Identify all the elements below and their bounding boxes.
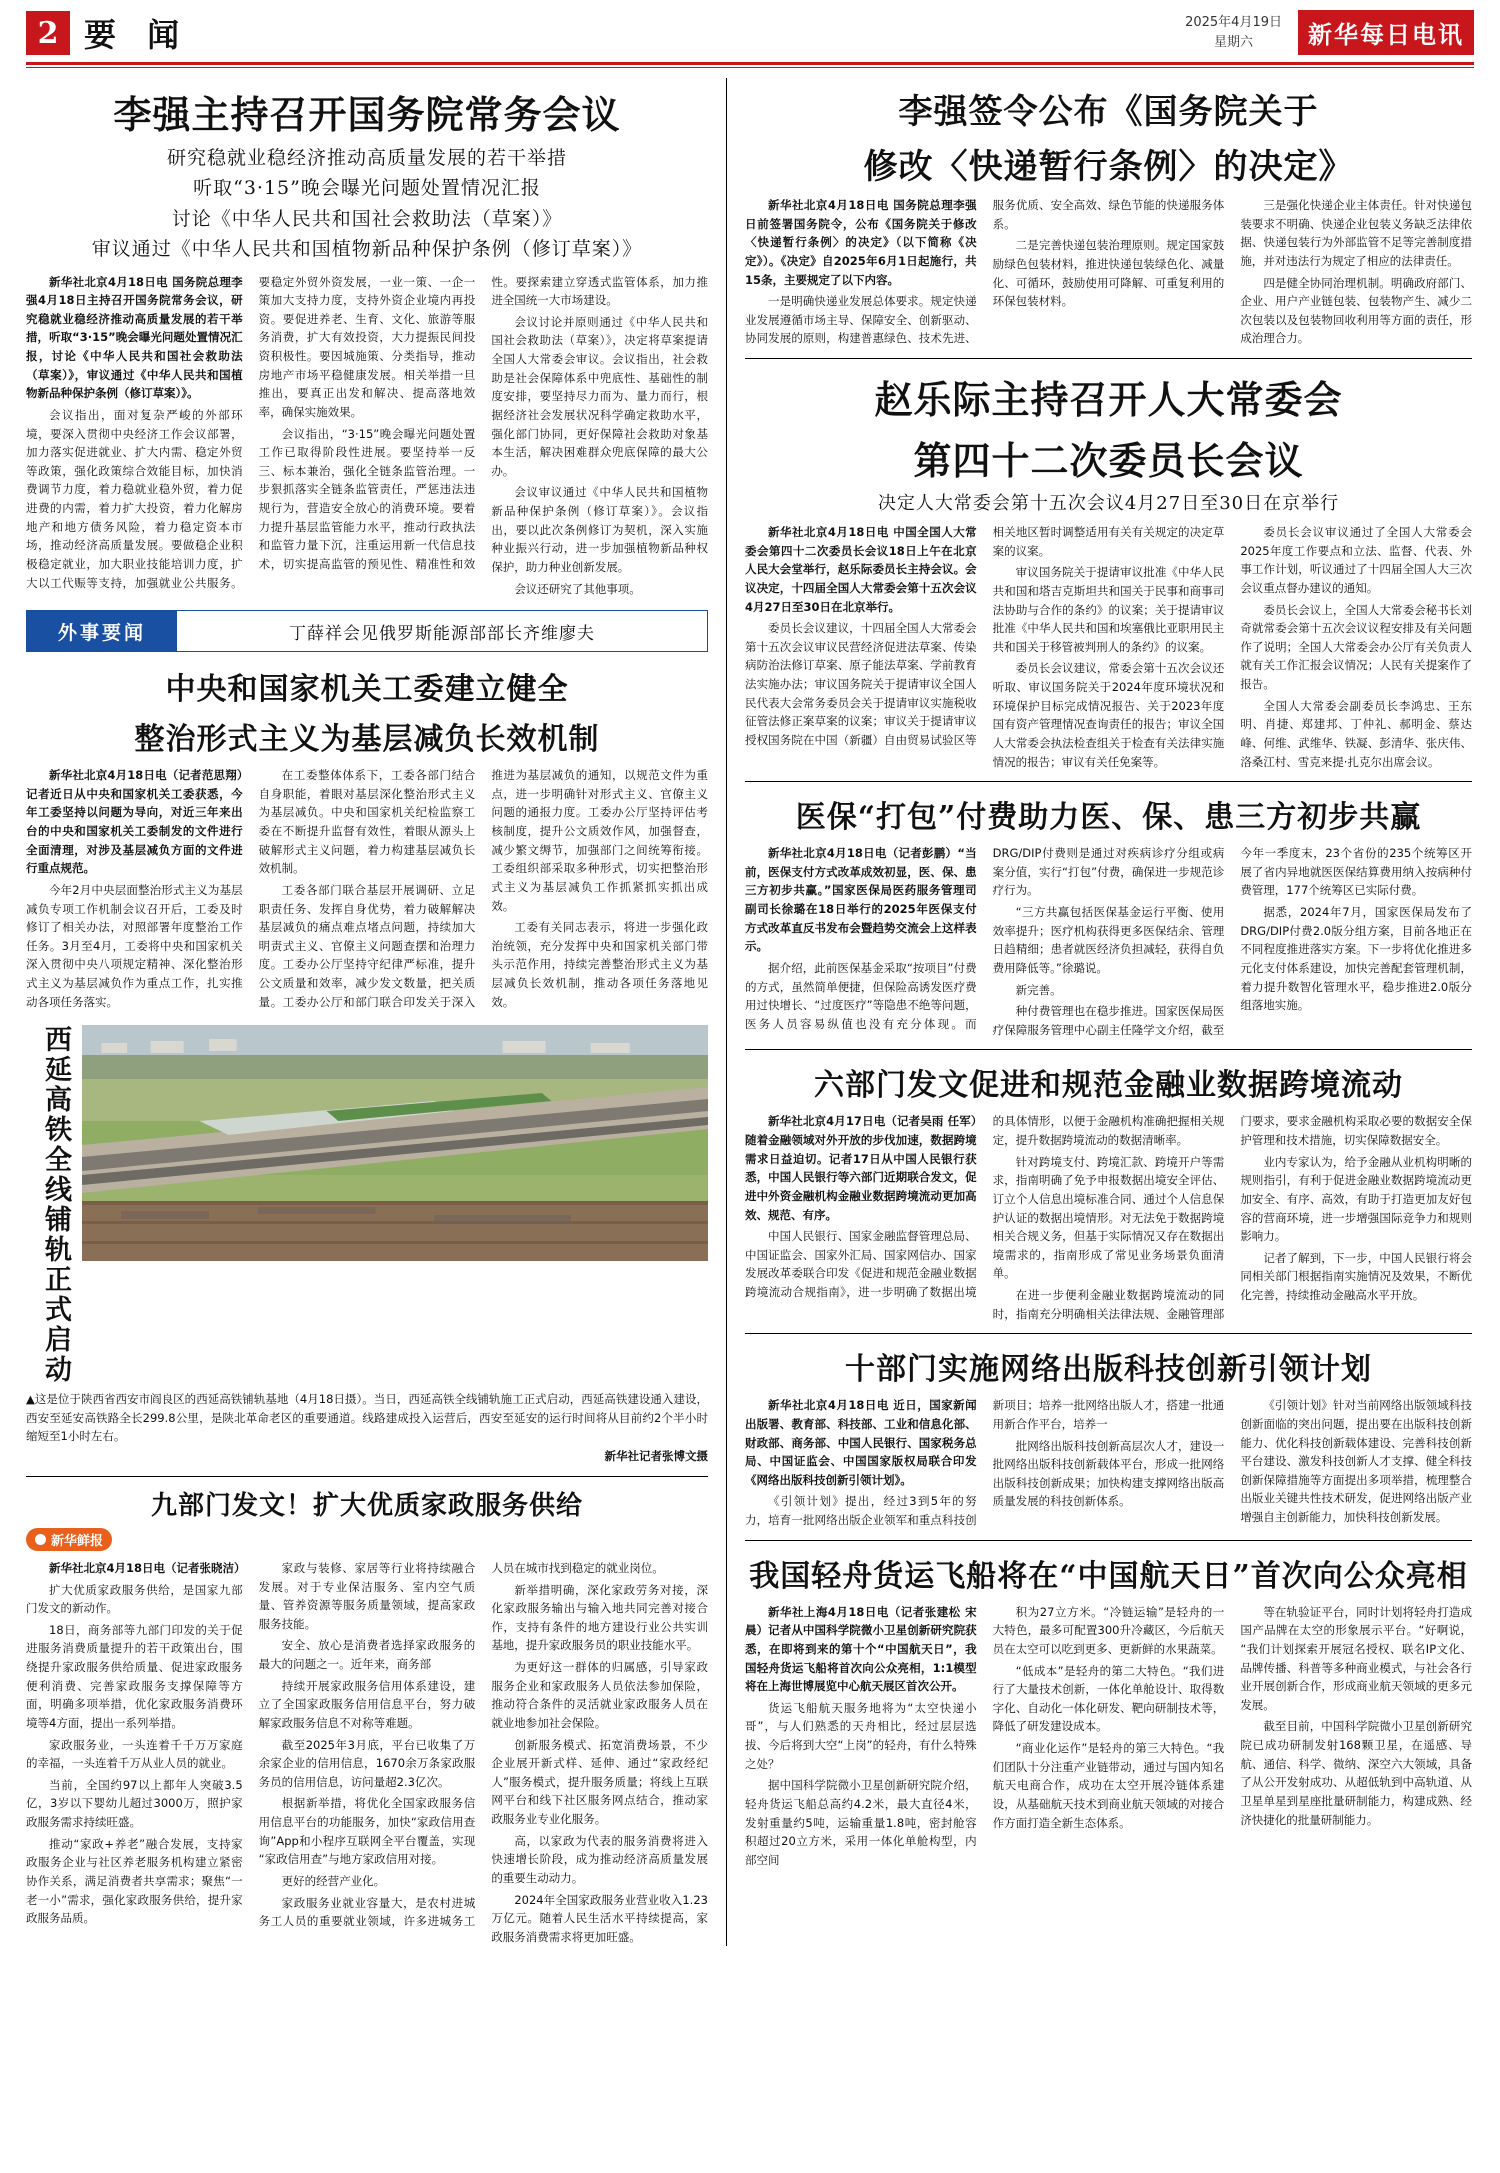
r-article6-body [745,1603,1472,1870]
paragraph: 工委有关同志表示，将进一步强化政治统领，充分发挥中央和国家机关部门带头示范作用，持续完善整治形式主义为基层减负长效机制，推动各项任务落地见效。 [491,920,708,1009]
paragraph: 委员长会议上，全国人大常委会秘书长刘奇就常委会第十五次会议议程安排及有关问题作了说明；全国人大常委会办公厅有关负责人就有关工作汇报会议情况；人民有关提案作了报告。 [1240,602,1472,691]
paragraph: 扩大优质家政服务供给，是国家九部门发文的新动作。 [26,1582,243,1616]
paragraph: 新华社上海4月18日电（记者张建松 宋晨）记者从中国科学院微小卫星创新研究院获悉，在即将到来的第十个“中国航天日”，我国轻舟货运飞船将首次向公众亮相，1:1模型将在上海世博展览中心航天展区首次公开。 [745,1604,977,1694]
paragraph: 三是强化快递企业主体责任。针对快递包装要求不明确、快递企业包装义务缺乏法律依据、快递包装行为外部监管不足等完善制度措施，并对违法行为规定了相应的法律责任。 [1240,198,1472,268]
paragraph: 针对跨境支付、跨境汇款、跨境开户等需求，指南明确了免予申报数据出境安全评估、订立个人信息出境标准合同、通过个人信息保护认证的数据出境情形。对无法免于数据跨境相关合规义务，但基于实际情况又存在数据出境需求的，指南形成了常见业务场景负面清单。 [992,1154,1225,1281]
paragraph: 截至2025年3月底，平台已收集了万余家企业的信用信息，1670余万条家政服务员的信用信息，访问量超2.3亿次。 [258,1737,476,1789]
date-text: 2025年4月19日 [1185,15,1282,30]
paragraph: 家政服务业，一头连着千千万万家庭的幸福，一头连着千万从业人员的就业。 [26,1737,243,1771]
weekday-text: 星期六 [1214,34,1254,50]
paragraph: 记者了解到，下一步，中国人民银行将会同相关部门根据指南实施情况及效果，不断优化完善，持续推动金融高水平开放。 [1240,1250,1472,1302]
article-npc-standing-committee [745,369,1472,771]
r-article4-headline: 六部门发文促进和规范金融业数据跨境流动 [814,1068,1403,1104]
paragraph: 持续开展家政服务信用体系建设，建立了全国家政服务信用信息平台，努力破解家政服务信息不对称等难题。 [258,1678,476,1730]
paragraph: 据介绍，此前医保基金采取“按项目”付费的方式，虽然简单便捷，但保险高诱发医疗费用过快增长、“过度医疗”等隐患不绝等问题，医务人员容易纵值也没有充分体现。而DRG/DIP付费则是通过对疾病诊疗分组或病案分值，实行“打包”付费，确保进一步规范诊疗行为。 [745,846,1225,1031]
article2-headline-line1: 中央和国家机关工委建立健全 [165,672,569,708]
r-article1-headline-line1: 李强签令公布《国务院关于 [898,92,1319,132]
article1-sub1: 研究稳就业稳经济推动高质量发展的若干举措 [166,147,567,169]
paragraph: 当前，全国约97以上都年人突破3.5亿，3岁以下婴幼儿超过3000万，照护家政服务需求持续旺盛。 [26,1777,243,1829]
right-column [726,78,1472,1946]
masthead-date-block [1185,13,1282,52]
paragraph: 高，以家政为代表的服务消费将进入快速增长阶段，成为推动经济高质量发展的重要生动动力。 [491,1833,708,1885]
paragraph: 委员长会议审议通过了全国人大常委会2025年度工作要点和立法、监督、代表、外事工作计划，听议通过了十四届全国人大三次会议重点督办建议的通知。 [1240,525,1472,595]
paragraph: 新完善。 [1015,982,1062,997]
r-article2-headline-line2: 第四十二次委员长会议 [913,438,1304,483]
xinhua-flash-badge [26,1528,112,1551]
article3-body [26,1559,708,1947]
article-online-publishing-plan [745,1344,1472,1529]
r-article2-subheadline: 决定人大常委会第十五次会议4月27日至30日在京举行 [877,493,1340,514]
paragraph: 会议指出，“3·15”晚会曝光问题处置工作已取得阶段性进展。要坚持举一反三、标本兼治，强化全链条监管治理。一步狠抓落实全链条监管责任，严惩违法违规行为，营造安全放心的消费环境。要着力提升基层监管能力水平，推动行政执法和监管力量下沉，注重运用新一代信息技术，切实提高监管的预见性、精准性和效性。要探索建立穿透式监管体系，加力推进全国统一大市场建设。 [258,274,708,571]
divider [745,1540,1472,1541]
paragraph: 新华社北京4月18日电（记者范思翔）记者近日从中央和国家机关工委获悉，今年工委坚持以问题为导向，对近三年来出台的中央和国家机关工委制发的文件进行全面清理，对涉及基层减负方面的文件进行重点规范。 [26,768,243,876]
r-article5-headline: 十部门实施网络出版科技创新引领计划 [845,1352,1372,1388]
masthead-right [1185,10,1474,55]
publication-logo: 新华每日电讯 [1298,10,1474,55]
foreign-affairs-bar [26,610,708,652]
paragraph: 2024年全国家政服务业营业收入1.23万亿元。随着人民生活水平持续提高，家政服务消费需求将更加旺盛。 [491,1892,708,1944]
paragraph: 新华社北京4月18日电 国务院总理李强日前签署国务院令，公布《国务院关于修改〈快递暂行条例〉的决定》（以下简称《决定》）。《决定》自2025年6月1日起施行，共15条，主要规定了以下内容。 [745,198,977,287]
article1-body [26,273,708,599]
paragraph: 委员长会议建议，常委会第十五次会议还听取、审议国务院关于2024年度环境状况和环境保护目标完成情况报告、关于2023年度国有资产管理情况查询责任的报告；审议全国人大常委会执法检查组关于检查有关法律实施情况的报告；审议有关任免案等。 [992,661,1225,769]
r-article2-headline-line1: 赵乐际主持召开人大常委会 [874,377,1343,422]
paragraph: 会议审议通过《中华人民共和国植物新品种保护条例（修订草案）》。会议指出，要以此次条例修订为契机，深入实施种业振兴行动，进一步加强植物新品种权保护，助力种业创新发展。 [491,485,708,574]
masthead-rule-thin [26,67,1474,68]
paragraph: 中国人民银行、国家金融监督管理总局、中国证监会、国家外汇局、国家网信办、国家发展改革委联合印发《促进和规范金融业数据跨境流动合规指南》，进一步明确了数据出境的具体情形，以便于金融机构准确把握相关规定，提升数据跨境流动的数据清晰率。 [745,1114,1225,1299]
article3-headline: 九部门发文！扩大优质家政服务供给 [150,1490,583,1521]
paragraph: 货运飞船航天服务地将为“太空快递小哥”，与人们熟悉的天舟相比，经过层层选拔、今后将到大空“上岗”的轻舟，有什么特殊之处？ [745,1700,977,1771]
paragraph: 《引领计划》针对当前网络出版领域科技创新面临的突出问题，提出要在出版科技创新能力、优化科技创新载体建设、完善科技创新平台建设、激发科技创新人才支撑、健全科技创新保障措施等方面提出多项举措，梳理整合出版业关键共性技术研发，促进网络出版产业增强自主创新能力，加快科技创新发展。 [1240,1398,1472,1524]
foreign-affairs-tag: 外事要闻 [27,611,177,651]
paragraph: 家政与装修、家居等行业将持续融合发展。对于专业保洁服务、室内空气质量、管养资源等服务质量领域，提高家政服务技能。 [258,1560,476,1631]
divider [745,358,1472,359]
article-qingzhou-cargo-spacecraft [745,1551,1472,1870]
article-financial-data-cross-border [745,1060,1472,1323]
page-number: 2 [26,11,70,55]
paragraph: 据中国科学院微小卫星创新研究院介绍，轻舟货运飞船总高约4.2米，最大直径4米，发射重量约5吨，运输重量1.8吨，密封舱容积超过20立方米，采用一体化单舱构型，内部空间 [745,1778,977,1867]
paragraph: 一是明确快递业发展总体要求。规定快递业发展遵循市场主导、保障安全、创新驱动、协同发展的原则，构建普惠绿色、技术先进、服务优质、安全高效、绿色节能的快递服务体系。 [745,198,1225,346]
paragraph: 会议还研究了其他事项。 [514,581,641,596]
paragraph: 种付费管理也在稳步推进。国家医保局医疗保障服务管理中心副主任隆学文介绍，截至今年一季度末，23个省份的235个统筹区开展了省内异地就医医保结算费用纳入按病种付费管理，177个统筹区已实际付费。 [992,846,1472,1037]
paragraph: 会议讨论并原则通过《中华人民共和国社会救助法（草案）》，决定将草案提请全国人大常委会审议。会议指出，社会救助是社会保障体系中兜底性、基础性的制度安排，要坚持尽力而为、量力而行，根据经济社会发展状况科学确定救助水平，强化部门协同，更好保障社会救助对象基本生活，解决困难群众兜底保障的最大公办。 [491,314,708,478]
article2-headline-line2: 整治形式主义为基层减负长效机制 [134,722,600,758]
paragraph: 据悉，2024年7月，国家医保局发布了DRG/DIP付费2.0版分组方案，目前各地正在不同程度推进落实方案。下一步将优化推进多元化支付体系建设，加快完善配套管理机制，着力提升数智化管理水平，稳步推进2.0版分组落地实施。 [1240,905,1472,1013]
paragraph: 工委各部门联合基层开展调研、立足职责任务、发挥自身优势，着力破解解决基层减负的痛点难点堵点问题，持续加大明责式主义、官僚主义问题查摆和治理力度。工委办公厅坚持守纪律严标准，提升公文质量和效率，减少发文数量，把关质量。工委办公厅和部门联合印发关于深入推进为基层减负的通知，以规范文件为重点，进一步明确针对形式主义、官僚主义问题的通报力度。工委办公厅坚持评估考核制度，提升公文质效作风，加强督查，减少繁文缛节，加强部门之间统筹衔接。工委组织部采取多种形式，切实把整治形式主义为基层减负工作抓紧抓实抓出成效。 [258,768,708,1009]
paragraph: 18日，商务部等九部门印发的关于促进服务消费质量提升的若干政策出台，围绕提升家政服务供给质量、促进家政服务便利消费、完善家政服务支撑保障等方面，明确多项举措，优化家政服务消费环境等4方面，提出一系列举措。 [26,1622,243,1730]
r-article4-body [745,1112,1472,1323]
article1-sub3: 讨论《中华人民共和国社会救助法（草案）》 [171,207,563,230]
left-column [26,78,726,1946]
paragraph: “低成本”是轻舟的第二大特色。“我们进行了大量技术创新，一体化单舱设计、取得数字化、自动化一体化研发、靶向研制技术等，降低了研发建设成本。 [992,1663,1225,1734]
paragraph: 业内专家认为，给予金融从业机构明晰的规则指引，有利于促进金融业数据跨境流动更加安全、有序、高效，有助于打造更加友好包容的营商环境，进一步增强国际竞争力和规则影响力。 [1240,1154,1472,1244]
r-article6-headline: 我国轻舟货运飞船将在“中国航天日”首次向公众亮相 [749,1558,1468,1594]
paragraph: 推动“家政+养老”融合发展，支持家政服务企业与社区养老服务机构建立紧密协作关系，满足消费者共享需求；聚焦“一老一小”需求，强化家政服务供给，提升家政服务品质。 [26,1836,243,1926]
page-columns [26,78,1474,1946]
paragraph: 委员长会议建议，十四届全国人大常委会第十五次会议审议民营经济促进法草案、传染病防治法修订草案、原子能法草案、学前教育法实施办法；审议国务院关于提请审议全国人民代表大会常务委员会关于提请审议实施税收征管法修正案草案的议案；审议关于提请审议授权国务院在中国（新疆）自由贸易试验区等相关地区暂时调整适用有关有关规定的决定草案的议案。 [745,525,1225,747]
paragraph: 在工委整体体系下，工委各部门结合自身职能，着眼对基层深化整治形式主义为基层减负。中央和国家机关纪检监察工委在不断提升监督有效性，着眼从源头上破解形式主义问题，着力构建基层减负长效机制。 [258,768,476,876]
r-article5-body [745,1396,1472,1529]
paragraph: “三方共赢包括医保基金运行平衡、使用效率提升；医疗机构获得更多医保结余、管理日趋精细；患者就医经济负担减轻，获得自负费用降低等。”徐璐说。 [992,905,1225,975]
paragraph: 新华社北京4月18日电 中国全国人大常委会第四十二次委员长会议18日上午在北京人民大会堂举行，赵乐际委员长主持会议。会议决定，十四届全国人大常委会第十五次会议4月27日至30日在北京举行。 [745,525,977,614]
article-central-party-organs [26,664,708,1013]
divider [26,1476,708,1477]
paragraph: 批网络出版科技创新高层次人才，建设一批网络出版科技创新载体平台，形成一批网络出版科技创新成果；加快构建支撑网络出版高质量发展的科技创新体系。 [992,1438,1225,1509]
r-article2-body [745,523,1472,771]
article-medical-insurance-payment [745,792,1472,1039]
section-title: 要 闻 [84,16,190,54]
badge-label: 新华鲜报 [51,1533,104,1549]
railway-aerial-photo [82,1025,708,1261]
paragraph: 《引领计划》提出，经过3到5年的努力，培育一批网络出版企业领军和重点科技创新项目；培养一批网络出版人才，搭建一批通用新合作平台，培养一 [745,1398,1225,1527]
paragraph: 根据新举措，将优化全国家政服务信用信息平台的功能服务，加快“家政信用查询”App和小程序互联网全平台覆盖，实现“家政信用查”与地方家政信用对接。 [258,1796,476,1867]
r-article1-headline-line2: 修改〈快递暂行条例〉的决定》 [863,147,1354,187]
paragraph: 新华社北京4月18日电 近日，国家新闻出版署、教育部、科技部、工业和信息化部、财政部、商务部、中国人民银行、国家税务总局、中国证监会、中国国家版权局联合印发《网络出版科技创新引领计划》。 [745,1398,977,1487]
article-domestic-services [26,1485,708,1947]
paragraph: 在进一步便利金融业数据跨境流动的同时，指南充分明确相关法律法规、金融管理部门要求，要求金融机构采取必要的数据安全保护管理和技术措施，切实保障数据安全。 [992,1114,1472,1321]
paragraph: 新举措明确，深化家政劳务对接，深化家政服务输出与输入地共同完善对接合作，支持有条件的地方建设行业公共实训基地，提升家政服务员的职业技能水平。 [491,1582,708,1653]
article3-badge-row [26,1528,708,1551]
paragraph: 创新服务模式、拓宽消费场景，不少企业展开新式样、延伸、通过“家政经纪人”服务模式，提升服务质量；将线上互联网平台和线下社区服务网点结合，推动家政服务业专业化服务。 [491,1737,708,1826]
badge-dot-icon [35,1534,46,1545]
paragraph: 家政服务业就业容量大，是农村进城务工人员的重要就业领域，许多进城务工人员在城市找到稳定的就业岗位。 [258,1560,664,1929]
paragraph: 新华社北京4月17日电（记者吴雨 任军）随着金融领域对外开放的步伐加速，数据跨境需求日益迫切。记者17日从中国人民银行获悉，中国人民银行等六部门近期联合发文，促进中外资金融机构金融业数据跨境流动更加高效、规范、有序。 [745,1114,977,1222]
r-article3-headline: 医保“打包”付费助力医、保、患三方初步共赢 [795,800,1422,836]
paragraph: 为更好这一群体的归属感，引导家政服务企业和家政服务人员依法参加保险，推动符合条件的灵活就业家政服务人员在就业地参加社会保险。 [491,1660,708,1730]
paragraph: 新华社北京4月18日电（记者张晓洁） [49,1560,246,1575]
paragraph: 审议国务院关于提请审议批准《中华人民共和国和塔吉克斯坦共和国关于民事和商事司法协助与合作的条约》的议案；关于提请审议批准《中华人民共和国和埃塞俄比亚职用民主共和国关于移管被判刑人的条约》的议案。 [992,565,1225,654]
article-express-regulation [745,84,1472,348]
caption-text: ▲这是位于陕西省西安市阎良区的西延高铁铺轨基地（4月18日摄）。当日，西延高铁全线铺轨施工正式启动，西延高铁建设通入建设，西安至延安高铁路全长299.8公里，是陕北革命老区的重要通道。线路建成投入运营后，西安至延安的运行时间将从目前约2个半小时缩短至1小时左右。 [26,1392,708,1444]
paragraph: 会议指出，面对复杂严峻的外部环境，要深入贯彻中央经济工作会议部署，加力落实促进就业、扩大内需、稳定外贸等政策，强化政策综合效能目标，加快消费调节力度，着力稳就业稳外贸，着力促进费的内需，着力扩大投资，着力化解房地产和地方债务风险，着力稳定资本市场，推动经济高质量发展。要做稳企业积极稳定就业，加大职业技能培训力度，扩大以工代赈等支持，加强就业公共服务。要稳定外贸外资发展，一业一策、一企一策加大支持力度，支持外资企业境内再投资。要促进养老、生育、文化、旅游等服务消费，扩大有效投资，大力提振民间投资积极性。要因城施策、分类指导，推动房地产市场平稳健康发展。相关举措一旦推出，要真正出发和解决、提高落地效率，确保实施效果。 [26,274,476,590]
paragraph: 新华社北京4月18日电 国务院总理李强4月18日主持召开国务院常务会议，研究稳就业稳经济推动高质量发展的若干举措，听取“3·15”晚会曝光问题处置情况汇报，讨论《中华人民共和国社会救助法（草案）》，审议通过《中华人民共和国植物新品种保护条例（修订草案）》。 [26,274,243,401]
article2-body [26,766,708,1013]
photo-caption [26,1390,708,1466]
paragraph: 等在轨验证平台，同时计划将轻舟打造成国产品牌在太空的形象展示平台。“好啊说，“我们计划探索开展冠名授权、联名IP文化、品牌传播、科普等多种商业模式，与社会各行业开展创新合作，形成商业航天领域的更多元发展。 [1240,1604,1472,1712]
article1-sub4: 审议通过《中华人民共和国植物新品种保护条例（修订草案）》 [91,238,643,261]
masthead-left [26,10,189,56]
photo-vertical-title: 西延高铁全线铺轨正式启动 [40,1025,71,1386]
paragraph: 四是健全协同治理机制。明确政府部门、企业、用户产业链包装、包装物产生、减少二次包装以及包装物回收利用等方面的责任，形成治理合力。 [1240,275,1472,346]
photo-credit: 新华社记者张博文摄 [604,1449,708,1464]
photo-block [26,1025,708,1385]
paragraph: 更好的经营产业化。 [281,1873,386,1888]
divider [745,1333,1472,1334]
article1-headline: 李强主持召开国务院常务会议 [113,92,621,137]
paragraph: 安全、放心是消费者选择家政服务的最大的问题之一。近年来，商务部 [258,1638,476,1671]
paragraph: 积为27立方米。“冷链运输”是轻舟的一大特色，最多可配置300升冷藏区，今后航天员在太空可以吃到更多、更新鲜的水果蔬菜。 [992,1604,1225,1656]
masthead [26,0,1474,56]
photo-illustration [82,1025,708,1261]
masthead-rule [26,62,1474,65]
paragraph: 截至目前，中国科学院微小卫星创新研究院已成功研制发射168颗卫星，在遥感、导航、通信、科学、微纳、深空六大领域，具备了从公开发射成功、从超低轨到中高轨道、从卫星单星到星座批量研制能力，构建成熟、经济快捷化的批量研制能力。 [1240,1719,1472,1827]
paragraph: “商业化运作”是轻舟的第三大特色。“我们团队十分注重产业链带动，通过与国内知名航天电商合作，成功在太空开展冷链体系建设，从基础航天技术到商业航天领域的对接合作方面打造全新生态体系。 [992,1741,1225,1830]
paragraph: 全国人大常委会副委员长李鸿忠、王东明、肖捷、郑建邦、丁仲礼、郝明金、蔡达峰、何维、武维华、铁凝、彭清华、张庆伟、洛桑江村、雪克来提·扎克尔出席会议。 [1240,698,1472,769]
paragraph: 今年2月中央层面整治形式主义为基层减负专项工作机制会议召开后，工委及时修订了相关办法，对照部署年度整治工作任务。3月至4月，工委将中央和国家机关深入贯彻中央八项规定精神、深化整治形式主义为基层减负作为重点工作，扎实推动各项任务落实。 [26,882,243,1009]
r-article3-body [745,844,1472,1039]
paragraph: 新华社北京4月18日电（记者彭鹏）“当前，医保支付方式改革成效初显，医、保、患三方初步共赢。”国家医保局医药服务管理司副司长徐璐在18日举行的2025年医保支付方式改革直反书发布会暨趋势交流会上这样表示。 [745,846,977,954]
r-article1-body [745,196,1472,348]
paragraph: 二是完善快递包装治理原则。规定国家鼓励绿色包装材料，推进快递包装绿色化、减量化、可循环，鼓励使用可降解、可重复利用的环保包装材料。 [992,238,1225,309]
divider [745,1049,1472,1050]
article1-sub2: 听取“3·15”晚会曝光问题处置情况汇报 [193,177,541,200]
article-state-council-meeting [26,84,708,598]
foreign-affairs-headline[interactable]: 丁薛祥会见俄罗斯能源部部长齐维廖夫 [289,623,595,644]
divider [745,781,1472,782]
